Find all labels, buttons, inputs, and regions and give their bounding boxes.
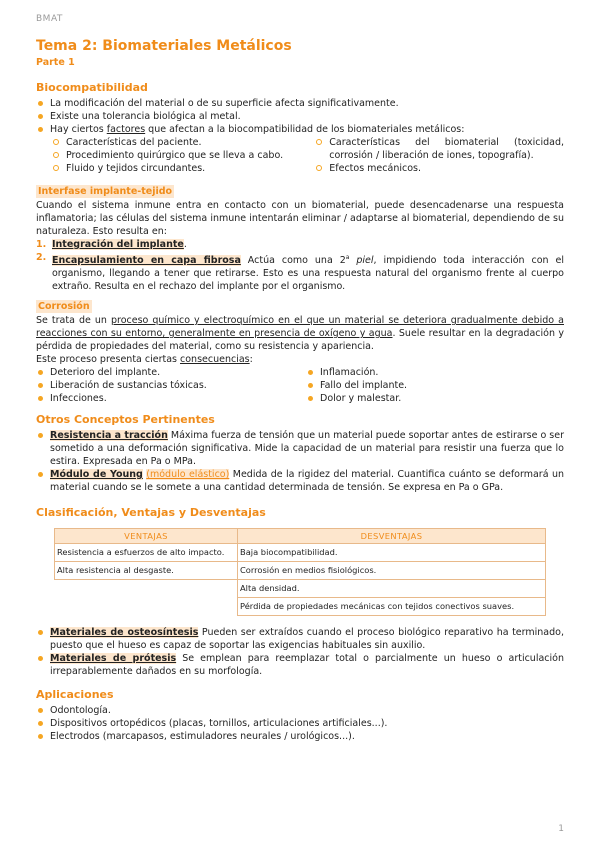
superscript: a <box>345 254 350 261</box>
list-item: Dolor y malestar. <box>306 392 556 405</box>
list-item <box>36 626 564 652</box>
list-item: Electrodos (marcapasos, estimuladores neurales / urológicos...). <box>36 730 564 743</box>
list-item: La modificación del material o de su superficie afecta significativamente. <box>36 97 564 110</box>
page-title: Tema 2: Biomateriales Metálicos <box>36 38 292 54</box>
list-item: Características del paciente. <box>50 136 283 149</box>
consequences-left-list <box>36 366 306 405</box>
factors-right-list <box>313 136 564 175</box>
section-heading-biocompatibilidad: Biocompatibilidad <box>36 81 148 94</box>
term-modulo-young: Módulo de Young <box>50 469 143 481</box>
corrosion-paragraph <box>36 314 564 353</box>
list-item <box>36 468 564 494</box>
text: Hay ciertos <box>50 124 107 135</box>
section-heading-conceptos: Otros Conceptos Pertinentes <box>36 413 215 427</box>
list-item: Infecciones. <box>36 392 306 405</box>
ventajas-desventajas-table <box>54 528 546 616</box>
text: , impidiendo toda interacción con el organismo, llegando a tener que retirarse. Esto es una respuesta natural del organismo frente al cuerpo extraño. Resulta en el rechazo del implante por el organismo. <box>52 255 564 293</box>
table-cell-empty <box>55 580 238 598</box>
text-em: piel <box>356 255 374 267</box>
table-header-desventajas: DESVENTAJAS <box>238 529 546 544</box>
factores-term: factores <box>106 124 146 135</box>
table-cell: Resistencia a esfuerzos de alto impacto. <box>55 544 238 562</box>
table-header-ventajas: VENTAJAS <box>55 529 238 544</box>
section-heading-clasificacion: Clasificación, Ventajas y Desventajas <box>36 506 266 520</box>
list-item: Inflamación. <box>306 366 556 379</box>
consecuencias-term: consecuencias <box>180 354 250 366</box>
section-heading-aplicaciones: Aplicaciones <box>36 688 114 702</box>
text: que afectan a la biocompatibilidad de los biomateriales metálicos: <box>145 124 465 135</box>
text: Se trata de un <box>36 315 111 327</box>
section-heading-interfase: Interfase implante-tejido <box>38 186 173 197</box>
aplicaciones-list <box>36 704 564 743</box>
list-item: Dispositivos ortopédicos (placas, tornillos, articulaciones artificiales...). <box>36 717 564 730</box>
term-integracion: Integración del implante <box>52 239 184 250</box>
interfase-list <box>36 238 564 293</box>
page-subtitle: Parte 1 <box>36 57 75 68</box>
table-cell-empty <box>55 598 238 616</box>
list-item <box>36 429 564 468</box>
factors-columns <box>36 136 564 175</box>
list-item: Efectos mecánicos. <box>313 162 564 175</box>
list-item <box>36 251 564 293</box>
text: Se emplean para reemplazar total o parcialmente un hueso o articulación irreparablemente dañados en su morfología. <box>50 653 564 678</box>
list-item <box>36 652 564 678</box>
biocompat-list <box>36 97 564 136</box>
text: Pueden ser extraídos cuando el proceso biológico reparativo ha terminado, puesto que el hueso es capaz de soportar las exigencias habituales sin auxilio. <box>50 627 564 652</box>
text: : <box>249 354 253 366</box>
table-cell: Corrosión en medios fisiológicos. <box>238 562 546 580</box>
text: . <box>183 239 187 250</box>
list-item: Procedimiento quirúrgico que se lleva a cabo. <box>50 149 283 162</box>
text: Máxima fuerza de tensión que un material puede soportar antes de estirarse o ser sometido a una deformación significativa. Mide la capacidad de un material para resistir una fuerza que lo estira. Expresada en Pa o MPa. <box>50 430 565 468</box>
text: Este proceso presenta ciertas <box>36 354 181 366</box>
text: . Suele resultar en la degradación y pérdida de propiedades del material, como su resistencia y apariencia. <box>36 328 564 353</box>
table-cell: Alta resistencia al desgaste. <box>55 562 238 580</box>
list-item <box>36 238 564 251</box>
list-item: Existe una tolerancia biológica al metal. <box>36 110 564 123</box>
page-number: 1 <box>558 824 564 834</box>
factors-left-list <box>50 136 283 175</box>
interfase-paragraph: Cuando el sistema inmune entra en contacto con un biomaterial, puede desencadenarse una respuesta inflamatoria; las células del sistema inmune intentarán eliminar / adaptarse al biomaterial, dependiendo de su naturaleza. Esto resulta en: <box>36 200 564 237</box>
list-item: Deterioro del implante. <box>36 366 306 379</box>
list-item: Odontología. <box>36 704 564 717</box>
text: Actúa como una 2 <box>240 255 346 267</box>
section-heading-corrosion: Corrosión <box>38 301 90 313</box>
table-cell: Alta densidad. <box>238 580 546 598</box>
corrosion-paragraph-2 <box>36 353 564 366</box>
corrosion-definition: proceso químico y electroquímico en el que un material se deteriora gradualmente debido a reacciones con su entorno, generalmente en presencia de oxígeno y agua <box>36 315 564 340</box>
list-item <box>36 123 564 136</box>
term-osteosintesis: Materiales de osteosíntesis <box>50 627 199 639</box>
header-brand: BMAT <box>36 14 63 24</box>
list-item: Fallo del implante. <box>306 379 556 392</box>
term-encapsulamiento: Encapsulamiento en capa fibrosa <box>52 255 241 267</box>
text: Medida de la rigidez del material. Cuantifica cuánto se deformará un material cuando se le somete a una cantidad determinada de tensión. Se expresa en Pa o GPa. <box>50 469 564 494</box>
term-resistencia-traccion: Resistencia a tracción <box>50 430 168 442</box>
list-item: Liberación de sustancias tóxicas. <box>36 379 306 392</box>
content <box>36 38 564 743</box>
term-protesis: Materiales de prótesis <box>50 653 177 665</box>
consequences-right-list <box>306 366 556 405</box>
list-item: Fluido y tejidos circundantes. <box>50 162 283 175</box>
table-cell: Pérdida de propiedades mecánicas con tejidos conectivos suaves. <box>238 598 546 616</box>
term-modulo-elastico: (módulo elástico) <box>146 469 230 481</box>
item-number: 1. <box>36 239 47 250</box>
list-item: Características del biomaterial (toxicidad, corrosión / liberación de iones, topografía). <box>313 136 564 162</box>
conceptos-list <box>36 429 564 494</box>
item-number: 2. <box>36 252 47 263</box>
consequences-columns <box>36 366 564 405</box>
table-cell: Baja biocompatibilidad. <box>238 544 546 562</box>
materiales-list <box>36 626 564 678</box>
